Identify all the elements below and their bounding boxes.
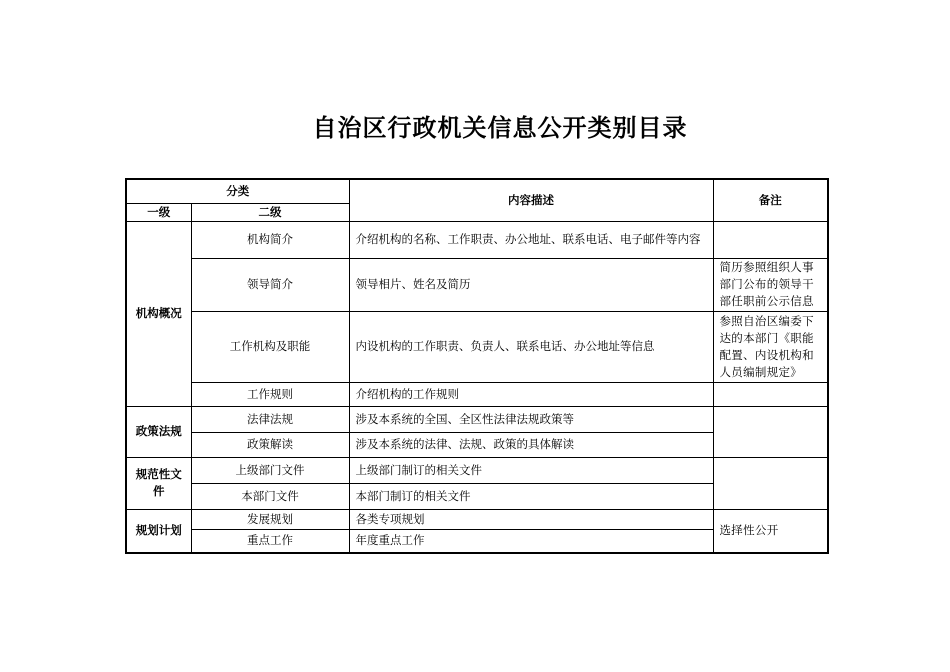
row-remark [713, 382, 828, 406]
category-level2: 重点工作 [191, 529, 349, 553]
row-remark-shared: 选择性公开 [713, 509, 828, 553]
row-description: 年度重点工作 [349, 529, 713, 553]
row-description: 本部门制订的相关文件 [349, 483, 713, 509]
category-level2: 领导简介 [191, 258, 349, 311]
table-row [126, 258, 828, 311]
category-level1: 政策法规 [126, 406, 191, 457]
row-description: 各类专项规划 [349, 509, 713, 529]
row-description: 领导相片、姓名及简历 [349, 258, 713, 311]
category-level1: 规划计划 [126, 509, 191, 553]
table-row [126, 311, 828, 382]
header-remark: 备注 [713, 179, 828, 221]
category-level1: 机构概况 [126, 221, 191, 406]
table-row [126, 509, 828, 529]
category-level2: 上级部门文件 [191, 457, 349, 483]
row-description: 介绍机构的名称、工作职责、办公地址、联系电话、电子邮件等内容 [349, 221, 713, 258]
category-level2: 工作机构及职能 [191, 311, 349, 382]
table-row [126, 221, 828, 258]
page-title: 自治区行政机关信息公开类别目录 [312, 113, 688, 142]
catalog-table [125, 178, 829, 554]
table-row [126, 382, 828, 406]
row-description: 上级部门制订的相关文件 [349, 457, 713, 483]
row-remark [713, 221, 828, 258]
header-description: 内容描述 [349, 179, 713, 221]
category-level2: 法律法规 [191, 406, 349, 432]
category-level2: 本部门文件 [191, 483, 349, 509]
row-remark-empty [713, 457, 828, 509]
category-level1: 规范性文件 [126, 457, 191, 509]
category-level2: 工作规则 [191, 382, 349, 406]
row-remark: 参照自治区编委下达的本部门《职能配置、内设机构和人员编制规定》 [713, 311, 828, 382]
category-level2: 政策解读 [191, 432, 349, 457]
row-description: 涉及本系统的全国、全区性法律法规政策等 [349, 406, 713, 432]
table-row [126, 406, 828, 432]
row-description: 介绍机构的工作规则 [349, 382, 713, 406]
header-level1: 一级 [126, 203, 191, 221]
row-description: 内设机构的工作职责、负责人、联系电话、办公地址等信息 [349, 311, 713, 382]
category-level2: 发展规划 [191, 509, 349, 529]
row-remark: 简历参照组织人事部门公布的领导干部任职前公示信息 [713, 258, 828, 311]
row-description: 涉及本系统的法律、法规、政策的具体解读 [349, 432, 713, 457]
table-row [126, 457, 828, 483]
row-remark-empty [713, 406, 828, 457]
category-level2: 机构简介 [191, 221, 349, 258]
header-category: 分类 [126, 179, 349, 203]
header-level2: 二级 [191, 203, 349, 221]
